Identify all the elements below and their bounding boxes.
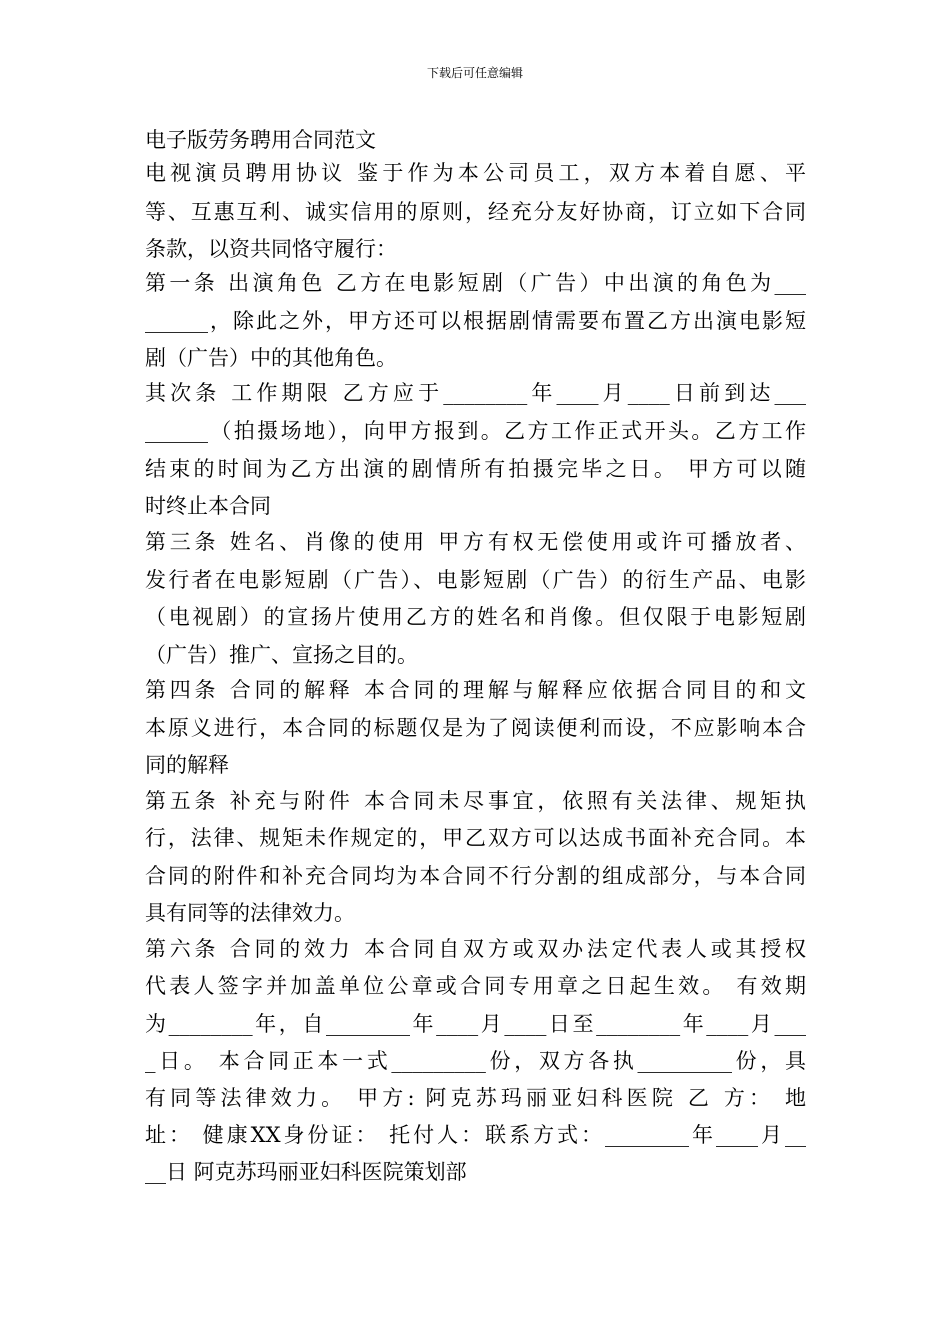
paragraph-line: 时终止本合同 (145, 494, 271, 518)
paragraph-line: 本原义进行，本合同的标题仅是为了阅读便利而设，不应影响本合 (145, 716, 806, 740)
paragraph-line: 第六条 合同的效力 本合同自双方或双办法定代表人或其授权 (145, 937, 806, 961)
paragraph-line: 第四条 合同的解释 本合同的理解与解释应依据合同目的和文 (145, 678, 806, 702)
paragraph-line: 其次条 工作期限 乙方应于________年____月____日前到达___ (145, 381, 806, 405)
paragraph-line: 同的解释 (145, 753, 229, 777)
paragraph-line: 行，法律、规矩未作规定的，甲乙双方可以达成书面补充合同。本 (145, 826, 806, 850)
paragraph-line: ______（拍摄场地），向甲方报到。乙方工作正式开头。乙方工作 (145, 419, 806, 443)
paragraph-line: 具有同等的法律效力。 (145, 901, 355, 925)
paragraph-line: 代表人签字并加盖单位公章或合同专用章之日起生效。 有效期 (145, 974, 806, 998)
paragraph-line: 结束的时间为乙方出演的剧情所有拍摄完毕之日。 甲方可以随 (145, 457, 806, 481)
paragraph-line: 剧（广告）中的其他角色。 (145, 346, 397, 370)
paragraph-line: 有同等法律效力。 甲方: 阿克苏玛丽亚妇科医院 乙 方： 地 (145, 1086, 806, 1110)
paragraph-line: （广告）推广、宣扬之目的。 (145, 643, 418, 667)
paragraph-line: 第五条 补充与附件 本合同未尽事宜，依照有关法律、规矩执 (145, 789, 806, 813)
paragraph-line: 址： 健康XX身份证： 托付人：联系方式：________年____月__ (145, 1123, 806, 1147)
paragraph-line: 电视演员聘用协议 鉴于作为本公司员工，双方本着自愿、平 (145, 161, 806, 185)
paragraph-line: 为________年，自________年____月____日至________年____月___ (145, 1012, 806, 1036)
paragraph-line: _日。 本合同正本一式_________份，双方各执_________份，具 (145, 1049, 806, 1073)
document-title: 电子版劳务聘用合同范文 (145, 128, 376, 152)
paragraph-line: 发行者在电影短剧（广告）、电影短剧（广告）的衍生产品、电影 (145, 568, 806, 592)
paragraph-line: ______，除此之外，甲方还可以根据剧情需要布置乙方出演电影短 (145, 309, 806, 333)
header-note: 下载后可任意编辑 (426, 66, 523, 80)
paragraph-line: 合同的附件和补充合同均为本合同不行分割的组成部分，与本合同 (145, 864, 806, 888)
paragraph-line: 第一条 出演角色 乙方在电影短剧（广告）中出演的角色为___ (145, 271, 806, 295)
paragraph-line: （电视剧）的宣扬片使用乙方的姓名和肖像。但仅限于电影短剧 (145, 605, 806, 629)
paragraph-line: 等、互惠互利、诚实信用的原则，经充分友好协商，订立如下合同 (145, 200, 806, 224)
paragraph-line: 第三条 姓名、肖像的使用 甲方有权无偿使用或许可播放者、 (145, 530, 806, 554)
paragraph-line: 条款，以资共同恪守履行： (145, 237, 397, 261)
paragraph-line: __日 阿克苏玛丽亚妇科医院策划部 (145, 1160, 467, 1184)
